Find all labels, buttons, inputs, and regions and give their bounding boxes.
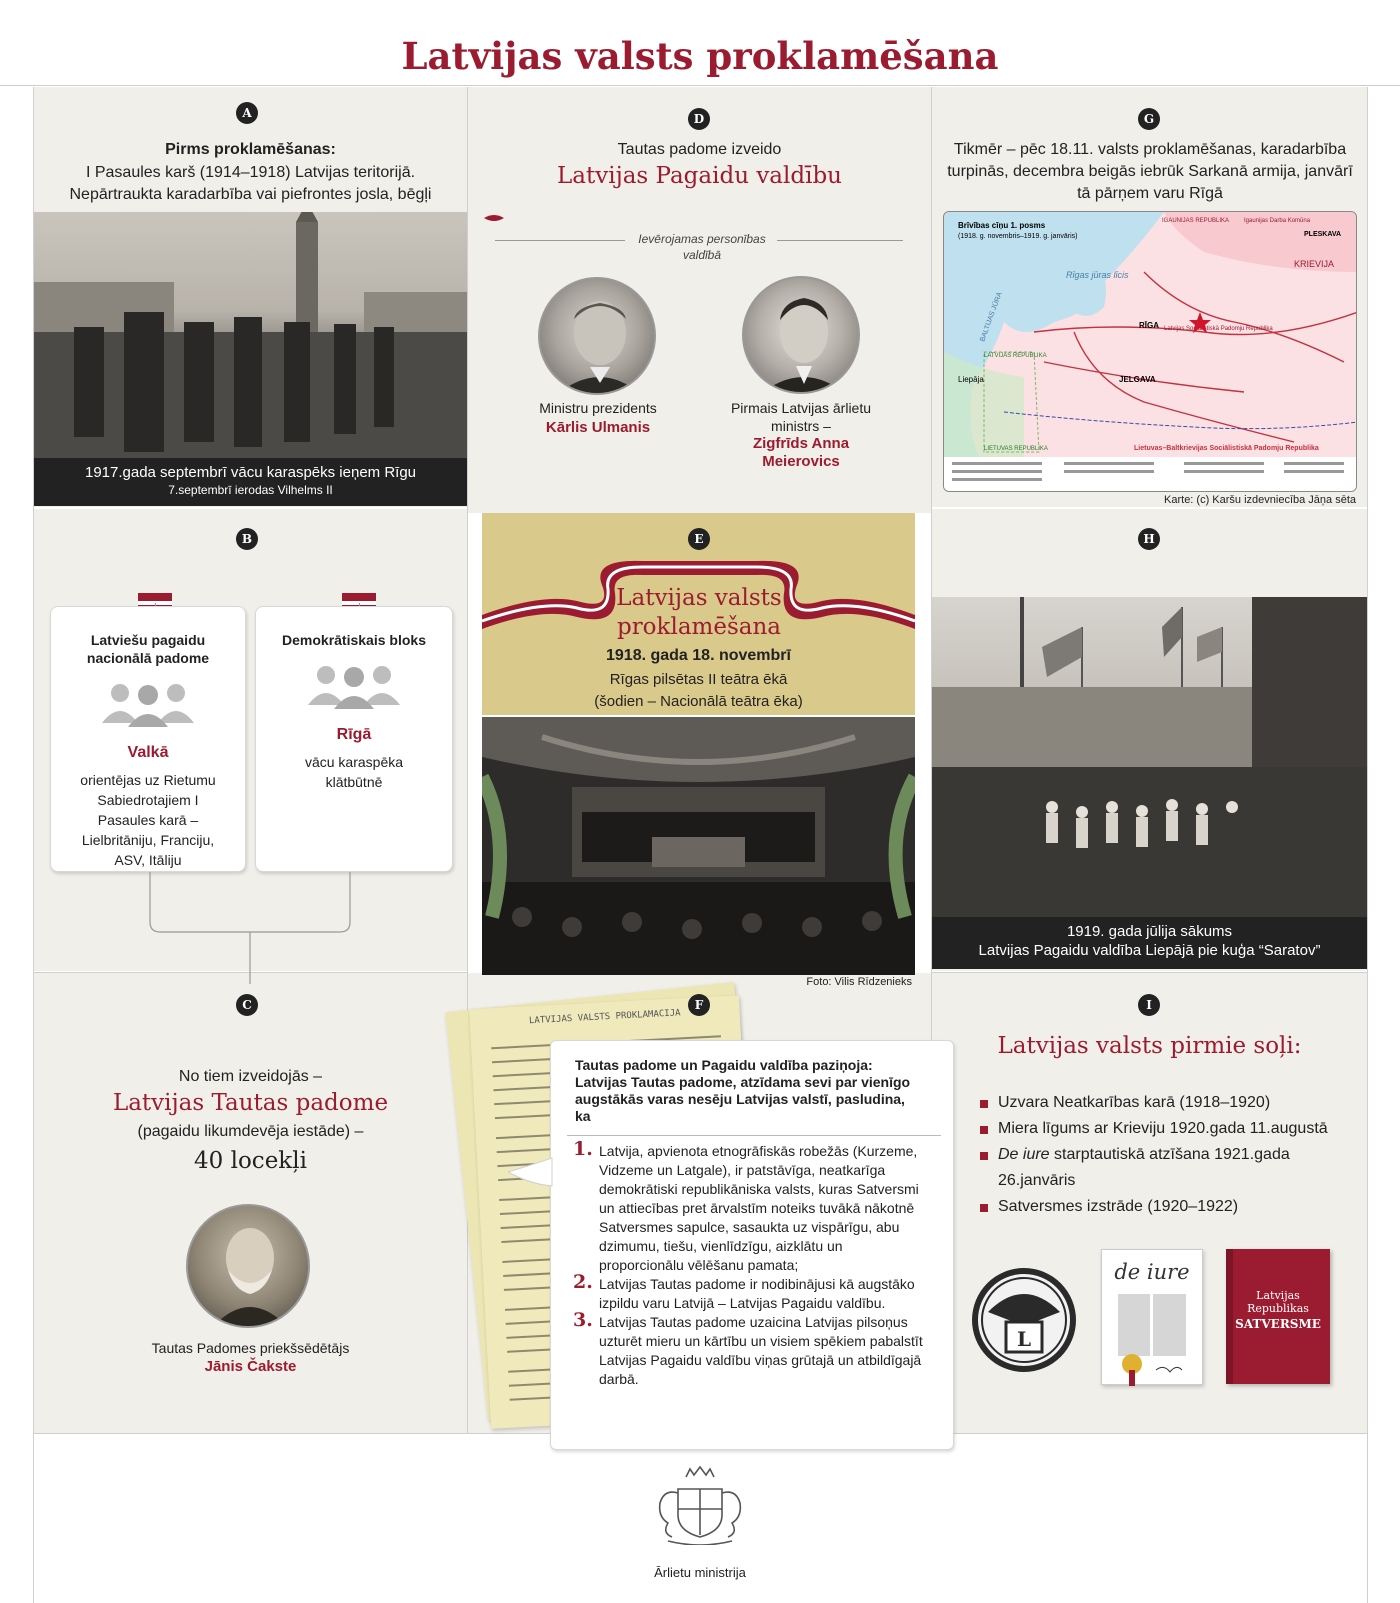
proclamation-item-num: 1.: [573, 1138, 593, 1160]
portrait-cakste-drawing: [188, 1206, 310, 1328]
portrait-cakste: [186, 1204, 310, 1328]
panel-c-sub: (pagaidu likumdevēja iestāde) –: [137, 1123, 364, 1140]
map-label-krievija: KRIEVIJA: [1294, 259, 1335, 269]
proclamation-item-text: Latvijas Tautas padome ir nodibinājusi kā augstāko izpildu varu Latvijā – Latvijas Pagaidu valdību.: [599, 1276, 915, 1311]
document-header: LATVIJAS VALSTS PROKLAMACIJA: [528, 1008, 681, 1027]
panel-a-heading: Pirms proklamēšanas:: [165, 141, 336, 158]
proclamation-item-text: Latvija, apvienota etnogrāfiskās robežās (Kurzeme, Vidzeme un Latgale), ir patstāvīga, neatkarīga demokrātiski republikāniska valsts, kuras Satversmi un attiecības pret ārvalstīm noteiks tuvākā nākotnē Satversmes sapulce, sasaukta uz vispārīgu, abu dzimumu, tiešu, vienlīdzīgu, aizklātu un proporcionālu vēlēšanu pamata;: [599, 1143, 919, 1273]
people-group-icon: [304, 661, 404, 711]
card-national-council-city: Valkā: [127, 744, 169, 761]
panel-e-photo-credit: Foto: Vilis Rīdzenieks: [806, 976, 912, 988]
map-freedom-fights-drawing: [944, 212, 1357, 492]
svg-text:L: L: [1016, 1327, 1032, 1351]
proclamation-item-num: 3.: [573, 1309, 593, 1331]
map-label-riga: RĪGA: [1139, 321, 1159, 330]
section-rule: [777, 240, 903, 241]
portrait-meierovics: [742, 276, 860, 394]
panel-h-caption: [932, 917, 1367, 969]
leaf-divider-icon: [484, 212, 504, 224]
first-steps-list: [980, 1090, 1360, 1220]
panel-c-person-role: Tautas Padomes priekšsēdētājs: [151, 1340, 350, 1356]
portrait-meierovics-drawing: [744, 278, 860, 394]
map-label-jelgava: JELGAVA: [1119, 375, 1156, 384]
panel-e-place1: Rīgas pilsētas II teātra ēkā: [609, 671, 788, 688]
footer-ministry: Ārlietu ministrija: [654, 1565, 746, 1580]
card-democratic-bloc-city: Rīgā: [336, 726, 372, 743]
coin-emblem-icon: [970, 1266, 1078, 1374]
card-national-council-desc: orientējas uz Rietumu Sabiedrotajiem I Pasaules karā – Lielbritāniju, Franciju, ASV, Itāliju: [80, 772, 216, 868]
panel-e-place2: (šodien – Nacionālā teātra ēka): [594, 693, 803, 710]
panel-h-caption1: 1919. gada jūlija sākums: [1066, 923, 1233, 940]
portrait-ulmanis: [538, 277, 656, 395]
panel-f-intro: Tautas padome un Pagaidu valdība paziņoja: Latvijas Tautas padome, atzīdama sevi par vienīgo augstākās varas nesēju Latvijas valstī, pasludina, ka: [575, 1057, 911, 1124]
proclamation-items: [551, 1138, 953, 1389]
de-iure-label: de iure: [1114, 1260, 1190, 1284]
coat-of-arms-icon: [650, 1463, 750, 1545]
panel-d-section: Ievērojamas personības valdībā: [638, 232, 766, 262]
panel-e-title: Latvijas valsts proklamēšana: [616, 585, 782, 640]
panel-a-text1: I Pasaules karš (1914–1918) Latvijas teritorijā.: [85, 164, 416, 181]
panel-f-divider: [567, 1135, 941, 1136]
panel-g-map-credit: Karte: (c) Karšu izdevniecība Jāņa sēta: [1164, 494, 1356, 506]
map-label-pleskava: PLESKAVA: [1304, 231, 1342, 238]
photo-saratov-1919: [932, 597, 1367, 917]
proclamation-item: [573, 1138, 931, 1275]
section-rule: [495, 240, 625, 241]
map-title: Brīvības cīņu 1. posms: [958, 221, 1046, 230]
panel-d-person2-name: Zigfrīds Anna Meierovics: [752, 435, 850, 470]
map-label-lsr: Latvijas Sociālistiskā Padomju Republika: [1164, 326, 1273, 332]
proclamation-text-card: [550, 1040, 954, 1450]
satversme-book-icon: [1226, 1249, 1330, 1384]
letter-a-badge: A: [236, 102, 258, 124]
title-bar: [0, 0, 1400, 86]
letter-i-badge: I: [1138, 994, 1160, 1016]
card-national-council: [50, 606, 246, 872]
card-national-council-title: Latviešu pagaidu nacionālā padome: [86, 632, 210, 666]
card-democratic-bloc-desc: vācu karaspēka klātbūtnē: [304, 754, 404, 790]
map-label-sea: BALTIJAS JŪRA: [979, 291, 1004, 343]
card-democratic-bloc-title: Demokrātiskais bloks: [282, 632, 426, 648]
photo-proclamation-1918-drawing: [482, 717, 915, 975]
seal-icon: [1120, 1350, 1190, 1386]
first-step-item: Uzvara Neatkarības karā (1918–1920): [980, 1090, 1360, 1116]
letter-d-badge: D: [688, 108, 710, 130]
document-image-gap: [1150, 1294, 1153, 1356]
map-freedom-fights: [943, 211, 1357, 492]
panel-a-caption1: 1917.gada septembrī vācu karaspēks ieņem Rīgu: [84, 464, 417, 481]
letter-b-badge: B: [236, 528, 258, 550]
book-title1: Latvijas Republikas: [1247, 1289, 1309, 1315]
panel-c-count: 40 locekļi: [194, 1148, 307, 1174]
panel-c-intro: No tiem izveidojās –: [178, 1068, 323, 1085]
map-label-liepaja: Liepāja: [958, 375, 984, 384]
letter-e-badge: E: [688, 528, 710, 550]
proclamation-item-num: 2.: [573, 1271, 593, 1293]
panel-c-person-name: Jānis Čakste: [204, 1358, 297, 1375]
photo-riga-1917: [34, 212, 467, 458]
panel-d-person1-role: Ministru prezidents: [539, 400, 657, 416]
proclamation-item: [573, 1271, 931, 1313]
panel-d-title: Latvijas Pagaidu valdību: [556, 163, 842, 189]
first-step-item: De iure starptautiskā atzīšana 1921.gada 26.janvāris: [980, 1142, 1360, 1194]
letter-c-badge: C: [236, 994, 258, 1016]
panel-i-title: Latvijas valsts pirmie soļi:: [997, 1033, 1302, 1059]
book-title2: SATVERSME: [1235, 1317, 1321, 1331]
photo-riga-1917-drawing: [34, 212, 467, 458]
card-democratic-bloc: [255, 606, 453, 872]
panel-a-text2: Nepārtraukta karadarbība vai piefrontes josla, bēgļi: [69, 186, 432, 203]
grid-line: [932, 972, 1367, 973]
photo-proclamation-1918: [482, 717, 915, 975]
speech-pointer-icon: [508, 1152, 554, 1192]
panel-a-caption2: 7.septembrī ierodas Vilhelms II: [168, 483, 333, 497]
panel-d-person1-name: Kārlis Ulmanis: [545, 419, 651, 436]
panel-c-name: Latvijas Tautas padome: [112, 1090, 389, 1116]
panel-h-caption2: Latvijas Pagaidu valdība Liepājā pie kuģa “Saratov”: [978, 942, 1321, 959]
page-title: Latvijas valsts proklamēšana: [401, 34, 999, 78]
map-label-lbspr: Lietuvas–Baltkrievijas Sociālistiskā Padomju Republika: [1134, 445, 1319, 452]
panel-g-text: Tikmēr – pēc 18.11. valsts proklamēšanas, karadarbība turpinās, decembra beigās iebrūk Sarkanā armija, janvārī tā pārņem varu Rīgā: [947, 141, 1353, 202]
proclamation-item: [573, 1309, 931, 1389]
map-label-latvija: LATVIJAS REPUBLIKA: [984, 353, 1047, 359]
map-label-lietuva: LIETUVAS REPUBLIKA: [984, 446, 1048, 452]
map-label-idk: Igaunijas Darba Komūna: [1244, 218, 1311, 224]
panel-d-intro: Tautas padome izveido: [617, 141, 782, 158]
grid-line: [1367, 87, 1368, 1603]
letter-g-badge: G: [1138, 108, 1160, 130]
first-step-item: Miera līgums ar Krieviju 1920.gada 11.augustā: [980, 1116, 1360, 1142]
de-iure-document-icon: [1101, 1249, 1203, 1385]
letter-h-badge: H: [1138, 528, 1160, 550]
connector-lines: [140, 872, 370, 987]
book-spine: [1226, 1249, 1233, 1384]
panel-a-caption: [34, 458, 467, 506]
map-label-igaunija: IGAUNIJAS REPUBLIKA: [1162, 218, 1230, 224]
proclamation-item-text: Latvijas Tautas padome uzaicina Latvijas pilsoņus uzturēt mieru un kārtību un visiem spēkiem pabalstīt Latvijas Pagaidu valdību viņas grūtajā un atbildīgajā darbā.: [599, 1314, 923, 1387]
panel-e-date: 1918. gada 18. novembrī: [606, 647, 791, 664]
people-group-icon: [98, 679, 198, 729]
letter-f-badge: F: [688, 994, 710, 1016]
panel-d-person2-role: Pirmais Latvijas ārlietu ministrs –: [730, 400, 872, 434]
portrait-ulmanis-drawing: [540, 279, 656, 395]
map-subtitle: (1918. g. novembris–1919. g. janvāris): [958, 233, 1078, 240]
first-step-item: Satversmes izstrāde (1920–1922): [980, 1194, 1360, 1220]
map-label-gulf: Rīgas jūras līcis: [1066, 270, 1129, 280]
photo-saratov-1919-drawing: [932, 597, 1367, 917]
